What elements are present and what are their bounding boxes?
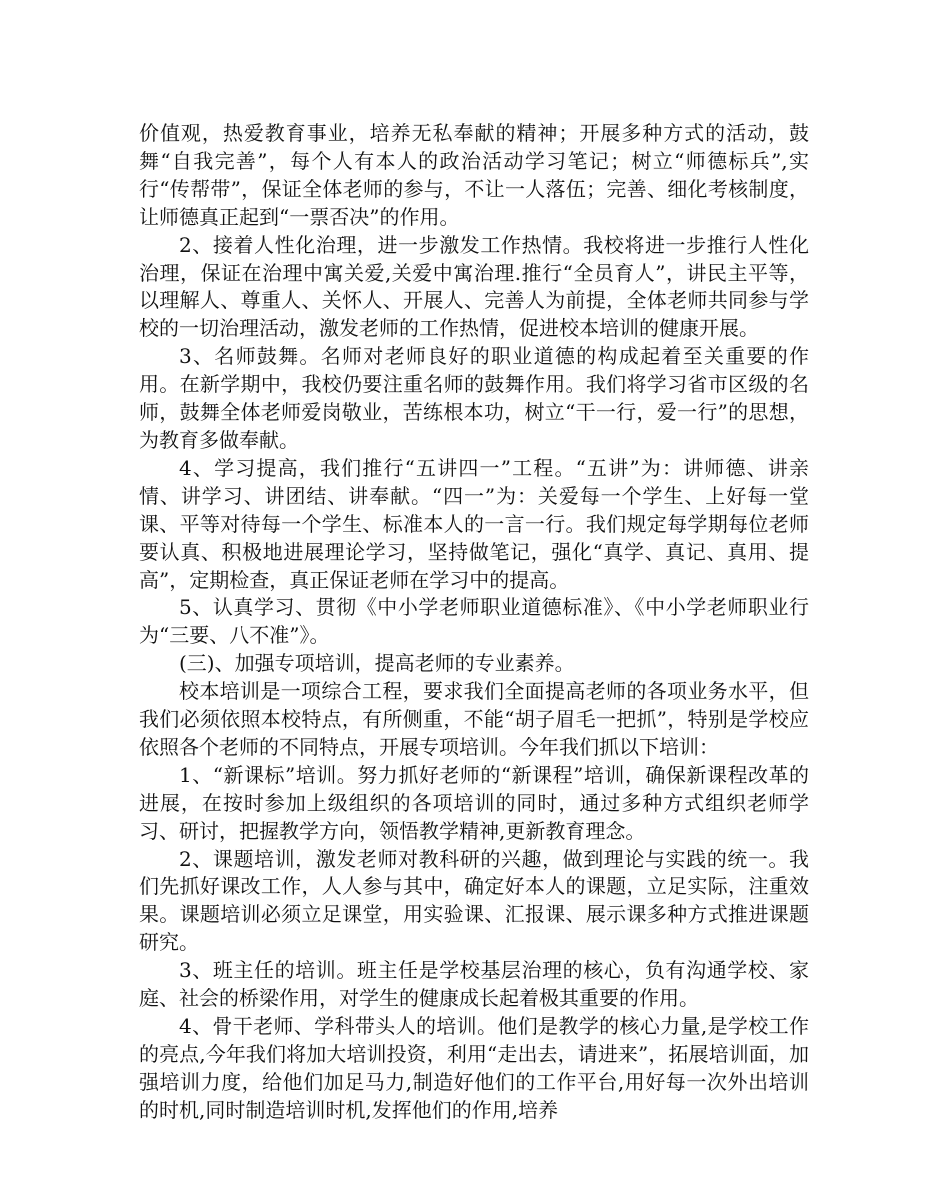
paragraph-study-improvement: 4、学习提高，我们推行“五讲四一”工程。“五讲”为：讲师德、讲亲情、讲学习、讲团结、讲奉献。“四一”为：关爱每一个学生、上好每一堂课、平等对待每一个学生、标准本人的一言一行。我们规定每学期每位老师要认真、积极地进展理论学习，坚持做笔记，强化“真学、真记、真用、提高”，定期检查，真正保证老师在学习中的提高。 (139, 455, 809, 592)
paragraph-school-training-overview: 校本培训是一项综合工程，要求我们全面提高老师的各项业务水平，但我们必须依照本校特点，有所侧重，不能“胡子眉毛一把抓”，特别是学校应依照各个老师的不同特点，开展专项培训。今年我们抓以下培训： (139, 679, 809, 759)
paragraph-key-teacher-training: 4、骨干老师、学科带头人的培训。他们是教学的核心力量,是学校工作的亮点,今年我们将加大培训投资，利用“走出去，请进来”，拓展培训面，加强培训力度，给他们加足马力,制造好他们的工作平台,用好每一次外出培训的时机,同时制造培训时机,发挥他们的作用,培养 (139, 1014, 809, 1122)
paragraph-new-curriculum-training: 1、“新课标”培训。努力抓好老师的“新课程”培训，确保新课程改革的进展，在按时参加上级组织的各项培训的同时，通过多种方式组织老师学习、研讨，把握教学方向，领悟教学精神,更新教育理念。 (139, 762, 809, 843)
paragraph-humanized-management: 2、接着人性化治理，进一步激发工作热情。我校将进一步推行人性化治理，保证在治理中寓关爱,关爱中寓治理.推行“全员育人”，讲民主平等，以理解人、尊重人、关怀人、开展人、完善人为前提，全体老师共同参与学校的一切治理活动，激发老师的工作热情，促进校本培训的健康开展。 (139, 232, 809, 341)
paragraph-famous-teachers: 3、名师鼓舞。名师对老师良好的职业道德的构成起着至关重要的作用。在新学期中，我校仍要注重名师的鼓舞作用。我们将学习省市区级的名师，鼓舞全体老师爱岗敬业，苦练根本功，树立“干一行，爱一行”的思想，为教育多做奉献。 (139, 344, 809, 452)
document-body (139, 120, 809, 1125)
section-heading-special-training: (三)、加强专项培训，提高老师的专业素养。 (179, 651, 575, 676)
paragraph-values: 价值观，热爱教育事业，培养无私奉献的精神；开展多种方式的活动，鼓舞“自我完善”，每个人有本人的政治活动学习笔记；树立“师德标兵”,实行“传帮带”，保证全体老师的参与，不让一人落伍；完善、细化考核制度，让师德真正起到“一票否决”的作用。 (139, 121, 809, 229)
paragraph-ethics-standards: 5、认真学习、贯彻《中小学老师职业道德标准》、《中小学老师职业行为“三要、八不准”》。 (139, 595, 809, 648)
paragraph-class-teacher-training: 3、班主任的培训。班主任是学校基层治理的核心，负有沟通学校、家庭、社会的桥梁作用，对学生的健康成长起着极其重要的作用。 (139, 958, 809, 1011)
paragraph-research-topic-training: 2、课题培训，激发老师对教科研的兴趣，做到理论与实践的统一。我们先抓好课改工作，人人参与其中，确定好本人的课题，立足实际，注重效果。课题培训必须立足课堂，用实验课、汇报课、展示课多种方式推进课题研究。 (139, 846, 809, 955)
